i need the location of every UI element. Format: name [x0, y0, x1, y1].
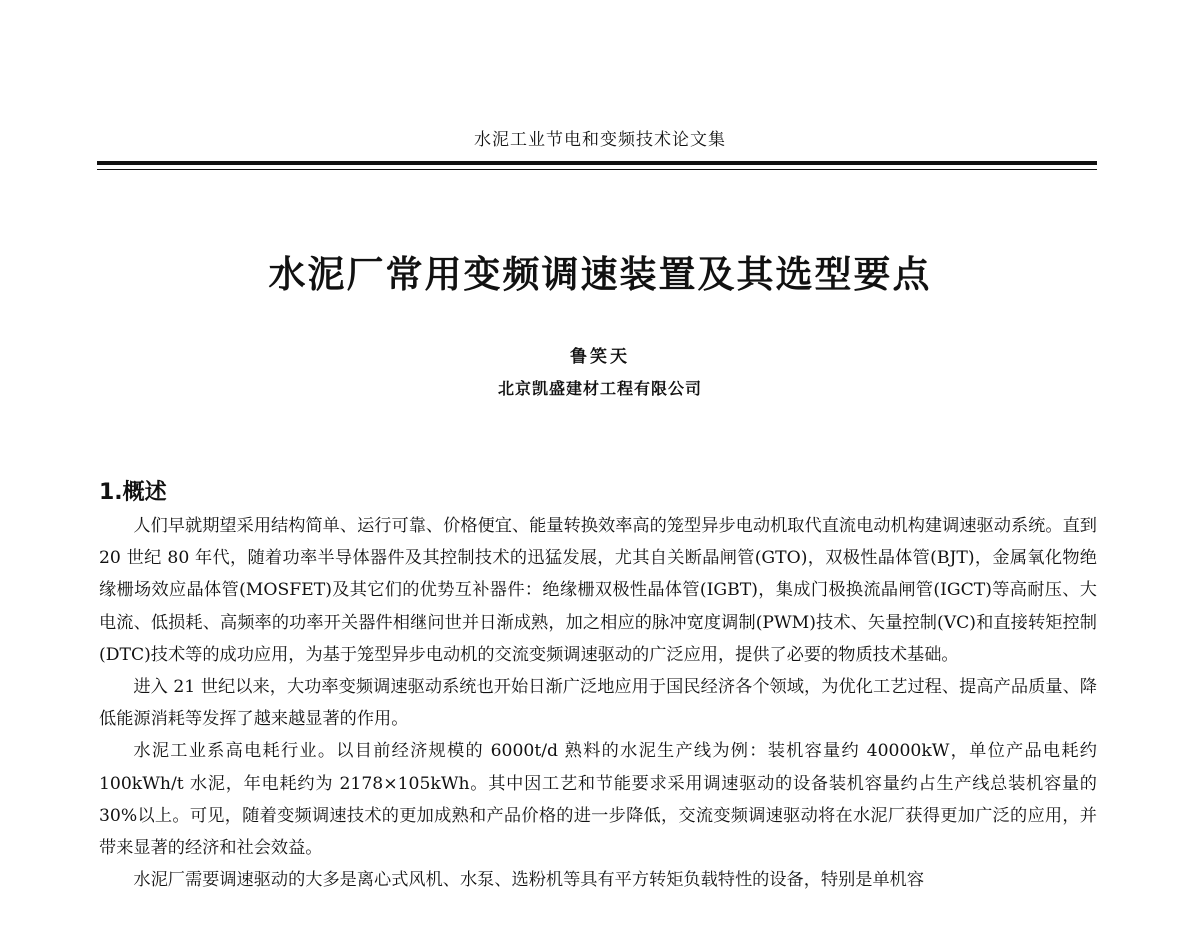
running-header: 水泥工业节电和变频技术论文集: [474, 130, 726, 150]
article-affiliation: 北京凯盛建材工程有限公司: [497, 379, 702, 398]
paragraph: 人们早就期望采用结构简单、运行可靠、价格便宜、能量转换效率高的笼型异步电动机取代直流电动机构建调速驱动系统。直到 20 世纪 80 年代，随着功率半导体器件及其控制技术的迅猛发展，尤其自关断晶闸管(GTO)，双极性晶体管(BJT)，金属氧化物绝缘栅场效应晶体管(MOSFET)及其它们的优势互补器件：绝缘栅双极性晶体管(IGBT)，集成门极换流晶闸管(IGCT)等高耐压、大电流、低损耗、高频率的功率开关器件相继问世并日渐成熟，加之相应的脉冲宽度调制(PWM)技术、矢量控制(VC)和直接转矩控制(DTC)技术等的成功应用，为基于笼型异步电动机的交流变频调速驱动的广泛应用，提供了必要的物质技术基础。: [99, 516, 1097, 665]
paragraph: 水泥厂需要调速驱动的大多是离心式风机、水泵、选粉机等具有平方转矩负载特性的设备，特别是单机容: [133, 870, 925, 891]
section-heading: 1.概述: [99, 480, 167, 505]
article-title: 水泥厂常用变频调速装置及其选型要点: [268, 253, 932, 296]
section-body: [99, 510, 1097, 896]
paragraph: 水泥工业系高电耗行业。以目前经济规模的 6000t/d 熟料的水泥生产线为例：装机容量约 40000kW，单位产品电耗约 100kWh/t 水泥，年电耗约为 2178×105kWh。其中因工艺和节能要求采用调速驱动的设备装机容量约占生产线总装机容量的 30%以上。可见，随着变频调速技术的更加成熟和产品价格的进一步降低，交流变频调速驱动将在水泥厂获得更加广泛的应用，并带来显著的经济和社会效益。: [99, 741, 1097, 859]
paragraph: 进入 21 世纪以来，大功率变频调速驱动系统也开始日渐广泛地应用于国民经济各个领域，为优化工艺过程、提高产品质量、降低能源消耗等发挥了越来越显著的作用。: [99, 677, 1097, 730]
header-rule-thick: [97, 161, 1097, 165]
article-author: 鲁笑天: [570, 347, 630, 367]
header-rule-thin: [97, 169, 1097, 170]
